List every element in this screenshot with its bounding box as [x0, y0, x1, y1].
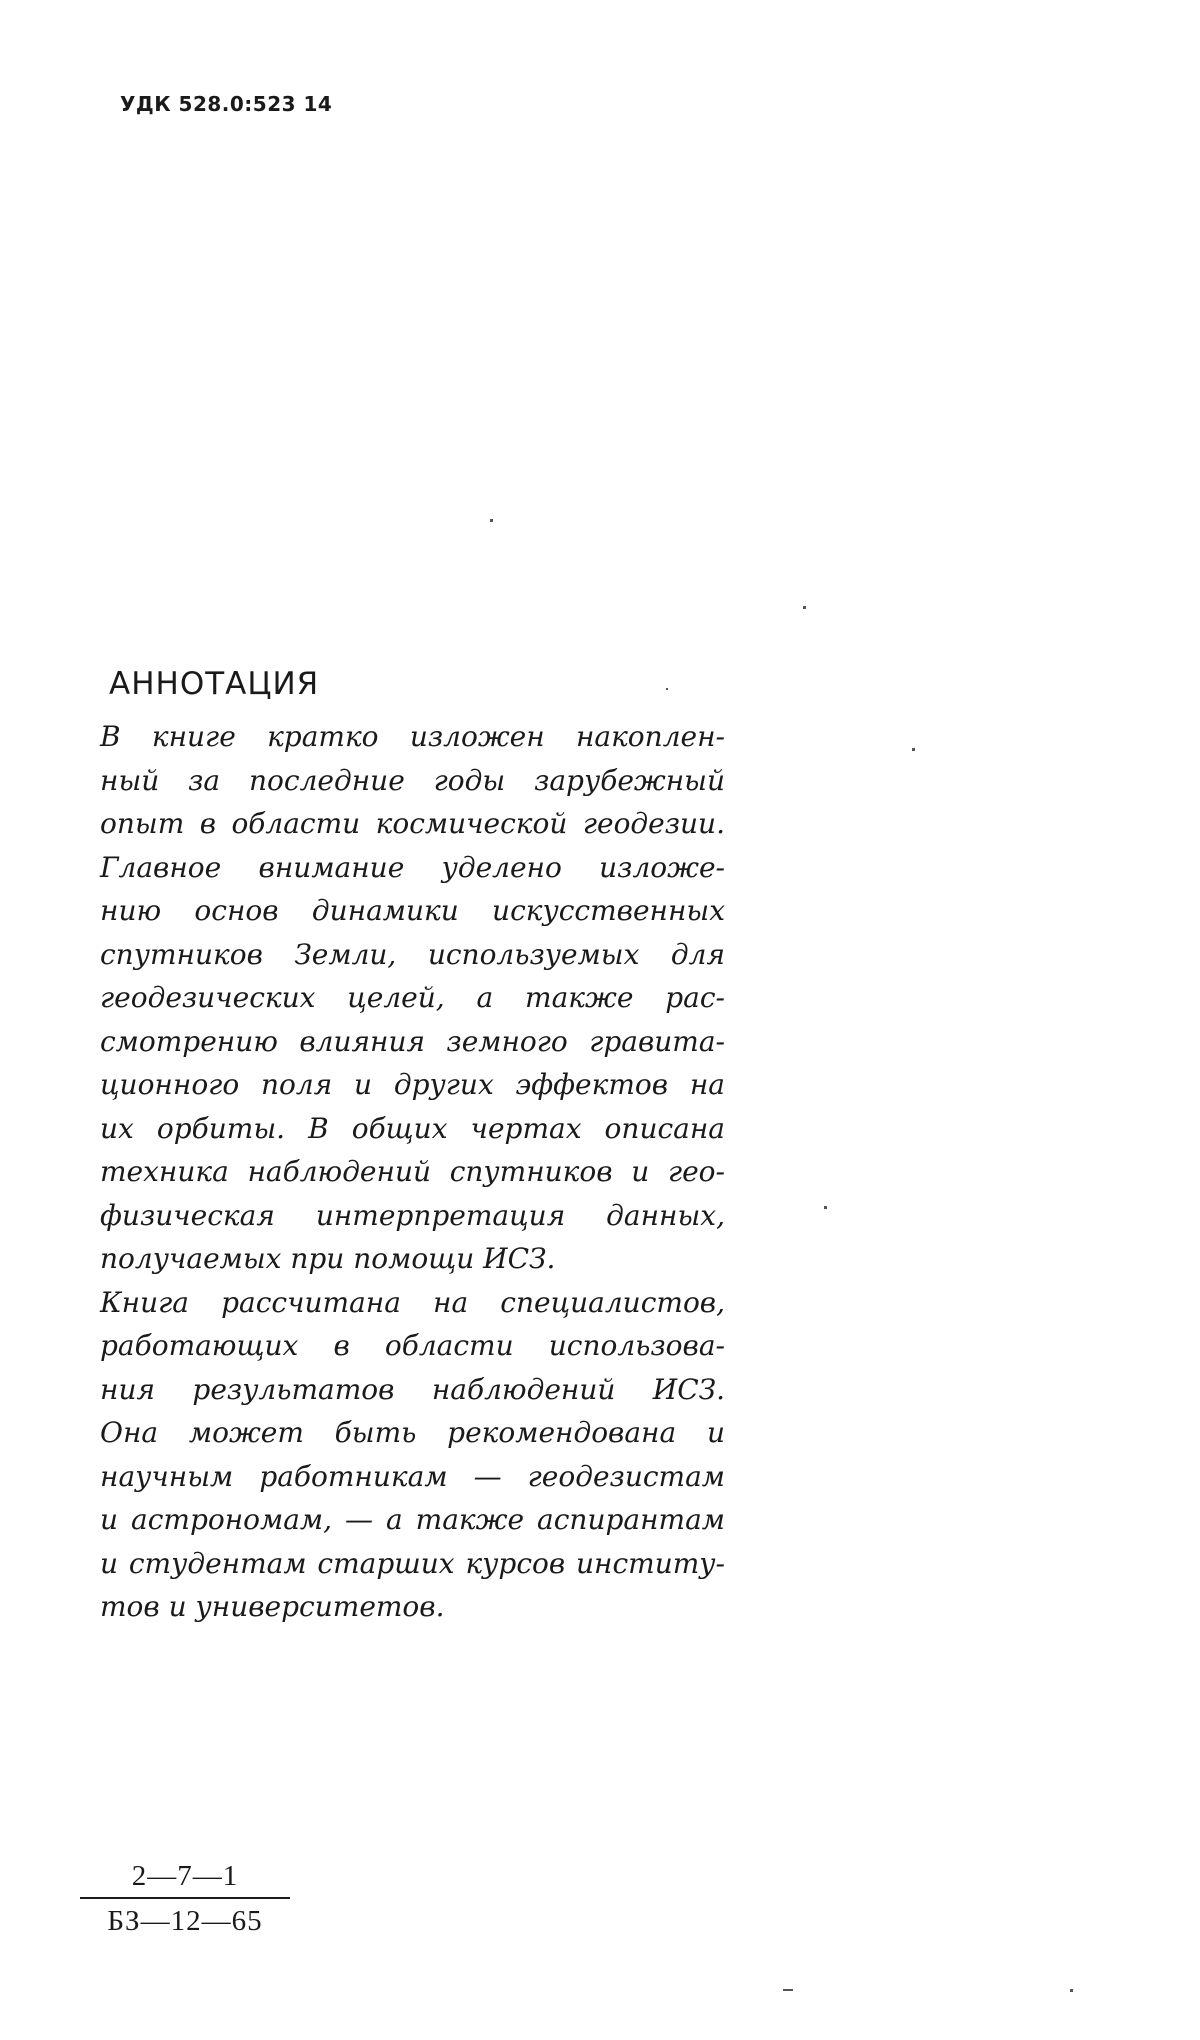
- annotation-line: спутников Земли, используемых для: [100, 937, 725, 971]
- annotation-line: опыт в области космической геодезии.: [100, 807, 725, 840]
- annotation-line: Книга рассчитана на специалистов,: [100, 1285, 725, 1319]
- publication-code-denominator: БЗ—12—65: [107, 1905, 263, 1937]
- udc-code: УДК 528.0:523 14: [120, 92, 333, 116]
- annotation-line: физическая интерпретация данных,: [100, 1198, 725, 1232]
- scan-speck: [666, 688, 668, 690]
- publication-code-numerator: 2—7—1: [80, 1860, 290, 1899]
- annotation-line: В книге кратко изложен накоплен-: [100, 720, 725, 753]
- annotation-line: ния результатов наблюдений ИСЗ.: [100, 1372, 725, 1406]
- scan-speck: [490, 519, 493, 522]
- scan-speck: [824, 1206, 827, 1209]
- annotation-line: ционного поля и других эффектов на: [100, 1068, 725, 1101]
- annotation-line: нию основ динамики искусственных: [100, 894, 725, 927]
- annotation-line: научным работникам — геодезистам: [100, 1459, 725, 1493]
- annotation-line: техника наблюдений спутников и гео-: [100, 1155, 725, 1188]
- annotation-line: их орбиты. В общих чертах описана: [100, 1111, 725, 1145]
- annotation-line: и студентам старших курсов институ-: [100, 1546, 725, 1580]
- annotation-line: ный за последние годы зарубежный: [100, 763, 725, 797]
- annotation-text: [100, 715, 725, 1629]
- scan-speck: [803, 606, 806, 609]
- annotation-line: работающих в области использова-: [100, 1329, 725, 1362]
- annotation-line: получаемых при помощи ИСЗ.: [100, 1242, 556, 1275]
- annotation-line: и астрономам, — а также аспирантам: [100, 1503, 725, 1536]
- annotation-heading: АННОТАЦИЯ: [109, 665, 320, 702]
- annotation-line: Она может быть рекомендована и: [100, 1416, 725, 1449]
- scan-speck: [783, 1989, 793, 1991]
- annotation-line: геодезических целей, а также рас-: [100, 981, 725, 1014]
- scan-speck: [912, 748, 915, 751]
- annotation-line: тов и университетов.: [100, 1590, 445, 1623]
- annotation-line: Главное внимание уделено изложе-: [100, 850, 725, 884]
- annotation-line: смотрению влияния земного гравита-: [100, 1024, 725, 1058]
- publication-code: [80, 1860, 290, 1938]
- scan-speck: [1070, 1989, 1073, 1992]
